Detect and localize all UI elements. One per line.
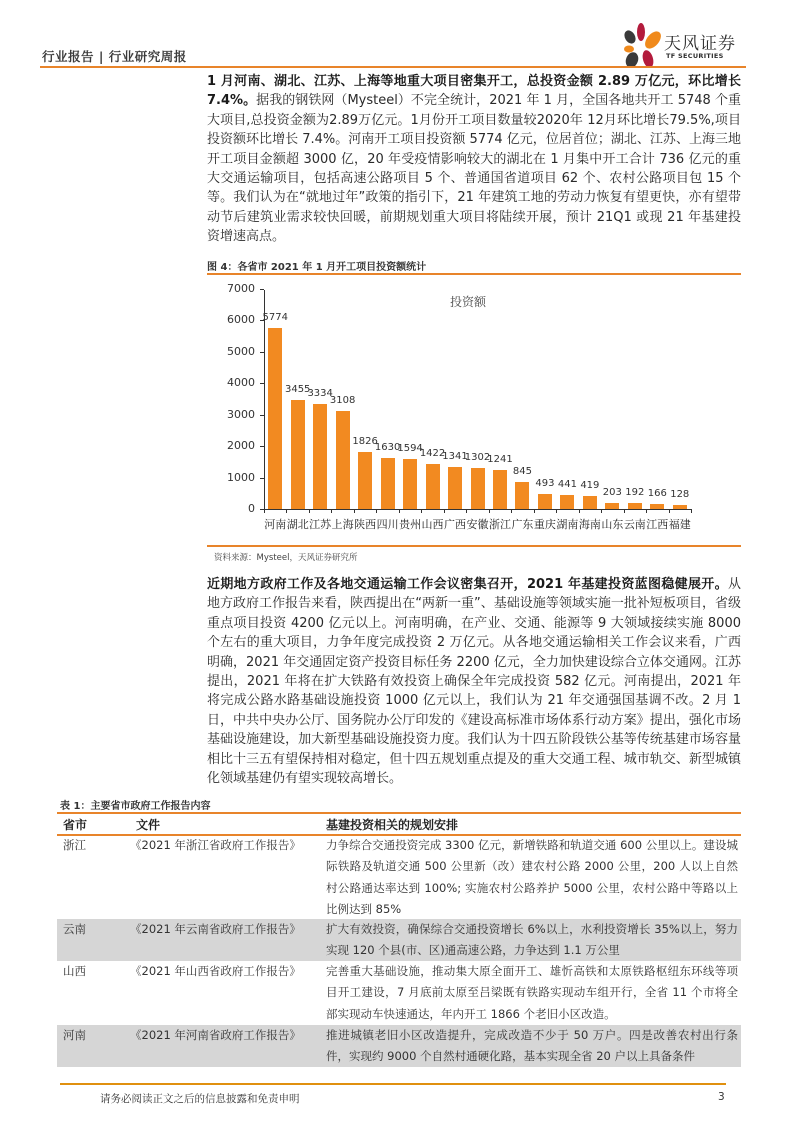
cell-province: 浙江 (63, 838, 86, 852)
tf-securities-logo (620, 22, 750, 72)
x-category-label: 江西 (646, 518, 669, 531)
bar (650, 504, 664, 509)
x-category-label: 安徽 (466, 518, 489, 531)
bar-value-label: 1302 (464, 452, 491, 464)
x-tick (466, 509, 467, 513)
y-tick-label: 7000 (227, 282, 255, 295)
x-tick (331, 509, 332, 513)
bar (673, 505, 687, 509)
x-tick (669, 509, 670, 513)
table-row (57, 835, 741, 919)
bar-value-label: 441 (557, 479, 577, 491)
bar-value-label: 166 (647, 487, 667, 499)
x-tick (286, 509, 287, 513)
header-divider (40, 66, 746, 68)
y-tick-label: 5000 (227, 344, 255, 358)
x-category-label: 重庆 (533, 518, 556, 531)
bar-value-label: 203 (602, 486, 622, 498)
bar (538, 494, 552, 509)
x-category-label: 云南 (623, 518, 646, 531)
bar-value-label: 1826 (352, 435, 378, 447)
bar (515, 482, 529, 509)
x-category-label: 河南 (264, 518, 287, 531)
footer-disclaimer: 请务必阅读正文之后的信息披露和免责申明 (100, 1093, 300, 1105)
x-category-label: 山东 (601, 518, 624, 531)
table-header-province: 省市 (63, 818, 88, 832)
cell-document: 《2021 年浙江省政府工作报告》 (130, 838, 301, 852)
bar (381, 458, 395, 509)
x-category-label: 山西 (421, 518, 444, 531)
table-header-plan: 基建投资相关的规划安排 (326, 818, 459, 832)
x-tick (579, 509, 580, 513)
x-category-label: 上海 (331, 518, 354, 531)
bar-value-label: 1630 (374, 441, 401, 453)
x-tick (309, 509, 310, 513)
bar (268, 328, 282, 509)
y-tick (260, 478, 264, 479)
petal-logo-icon (620, 22, 664, 72)
x-tick (399, 509, 400, 513)
x-tick (354, 509, 355, 513)
report-category: 行业报告 | 行业研究周报 (42, 49, 187, 64)
bar (403, 459, 417, 509)
x-axis (264, 509, 691, 510)
y-tick-label: 2000 (227, 439, 255, 453)
cell-province: 云南 (63, 922, 86, 936)
x-category-label: 广东 (511, 518, 534, 531)
bar-value-label: 845 (512, 466, 532, 478)
table-row (57, 1025, 741, 1067)
bar-chart (207, 278, 741, 543)
bar-value-label: 1341 (442, 450, 468, 462)
bar-value-label: 1241 (487, 453, 513, 465)
cell-plan: 扩大有效投资，确保综合交通投资增长 6%以上，水利投资增长 35%以上，努力实现 120 个县(市、区)通高速公路，力争达到 1.1 万公里 (326, 922, 738, 958)
x-tick (421, 509, 422, 513)
y-tick-label: 3000 (227, 407, 255, 421)
cell-plan: 完善重大基础设施，推动集大原全面开工、雄忻高铁和太原铁路枢纽东环线等项目开工建设，7 月底前太原至吕梁既有铁路实现动车组开行，全省 11 个市将全部实现动车快速通达，年内开工 1866 个老旧小区改造。 (326, 964, 738, 1021)
bar-value-label: 128 (670, 488, 690, 500)
table-top-rule (57, 812, 741, 814)
y-tick-label: 6000 (227, 313, 255, 327)
table-header-document: 文件 (136, 818, 161, 832)
x-tick (534, 509, 535, 513)
bar (336, 411, 350, 509)
x-category-label: 福建 (668, 518, 691, 531)
y-tick-label: 4000 (227, 376, 255, 390)
bar (605, 503, 619, 509)
figure-source: 资料来源：Mysteel，天风证券研究所 (214, 553, 358, 563)
bar-value-label: 493 (535, 477, 555, 489)
y-tick (260, 446, 264, 447)
section1-lead: 1 月河南、湖北、江苏、上海等地重大项目密集开工，总投资金额 2.89 万亿元，环比增长 7.4%。 (207, 74, 741, 109)
section2-lead: 近期地方政府工作及各地交通运输工作会议密集召开，2021 年基建投资蓝图稳健展开。 (207, 577, 728, 592)
y-tick (260, 383, 264, 384)
table-title: 表 1：主要省市政府工作报告内容 (60, 801, 211, 812)
section2-body: 从地方政府工作报告来看，陕西提出在“两新一重”、基础设施等领域实施一批补短板项目，省级重点项目投资 4200 亿元以上。河南明确，在产业、交通、能源等 9 大领域接续实施 8000 个左右的重大项目，力争年度完成投资 2 万亿元。从各地交通运输相关工作会议来看，广西明确，2021 年交通固定资产投资目标任务 2200 亿元，全力加快建设综合立体交通网。江苏提出，2021 年将在扩大铁路有效投资上确保全年完成投资 582 亿元。河南提出，2021 年将完成公路水路基础设施投资 1000 亿元以上，我们认为 21 年交通强国基调不改。2 月 1 日，中共中央办公厅、国务院办公厅印发的《建设高标准市场体系行动方案》提出，强化市场基础设施建设，加大新型基础设施投资力度。我们认为十四五阶段铁公基等传统基建市场容量相比十三五有望保持相对稳定，但十四五规划重点提及的重大交通工程、城市轨交、新型城镇化领域基建仍有望实现较高增长。 (207, 577, 741, 787)
figure-title: 图 4：各省市 2021 年 1 月开工项目投资额统计 (207, 262, 427, 273)
bar-value-label: 3108 (329, 395, 356, 407)
logo-text-cn: 天风证券 (664, 34, 736, 54)
x-category-label: 湖南 (556, 518, 579, 531)
x-category-label: 浙江 (488, 518, 511, 531)
bar (448, 467, 462, 509)
x-tick (489, 509, 490, 513)
cell-document: 《2021 年河南省政府工作报告》 (130, 1028, 301, 1042)
bar (291, 400, 305, 509)
x-tick (376, 509, 377, 513)
bar-value-label: 1422 (419, 448, 446, 460)
x-category-label: 贵州 (399, 518, 422, 531)
figure-bottom-rule (207, 545, 741, 547)
cell-plan: 力争综合交通投资完成 3300 亿元，新增铁路和轨道交通 600 公里以上。建设城际铁路及轨道交通 500 公里新（改）建农村公路 2000 公里，200 人以上自然村公路通达率达到 100%; 实施农村公路养护 5000 公里，农村公路中等路以上比例达到 85% (326, 838, 738, 916)
x-tick (601, 509, 602, 513)
x-tick (691, 509, 692, 513)
cell-province: 河南 (63, 1028, 86, 1042)
bar (583, 496, 597, 509)
bar-value-label: 1594 (397, 442, 423, 454)
bar-value-label: 419 (580, 479, 600, 491)
bar-value-label: 192 (625, 486, 645, 498)
x-tick (646, 509, 647, 513)
y-tick (260, 415, 264, 416)
bar (560, 495, 574, 509)
logo-text-en: TF SECURITIES (666, 52, 724, 60)
bar-value-label: 5774 (262, 311, 288, 323)
section1-paragraph (207, 72, 741, 247)
figure-top-rule (207, 273, 741, 275)
table-row (57, 961, 741, 1025)
x-tick (511, 509, 512, 513)
cell-document: 《2021 年山西省政府工作报告》 (130, 964, 301, 978)
y-tick (260, 289, 264, 290)
bar (313, 404, 327, 509)
bar-value-label: 3455 (284, 384, 311, 396)
cell-province: 山西 (63, 964, 86, 978)
y-tick (260, 352, 264, 353)
x-category-label: 陕西 (354, 518, 377, 531)
cell-plan: 推进城镇老旧小区改造提升，完成改造不少于 50 万户。四是改善农村出行条件，实现约 9000 个自然村通硬化路，基本实现全省 20 户以上具备条件 (326, 1028, 738, 1064)
table-row (57, 919, 741, 961)
bar (628, 503, 642, 509)
bar-value-label: 3334 (307, 388, 333, 400)
cell-document: 《2021 年云南省政府工作报告》 (130, 922, 301, 936)
y-axis (264, 290, 265, 510)
x-category-label: 广西 (444, 518, 467, 531)
bar (426, 464, 440, 509)
x-category-label: 江苏 (309, 518, 332, 531)
bar (471, 468, 485, 509)
y-tick-label: 0 (248, 502, 255, 515)
bar (358, 452, 372, 509)
x-category-label: 湖北 (286, 518, 309, 531)
section2-paragraph (207, 575, 741, 788)
x-tick (444, 509, 445, 513)
y-tick-label: 1000 (227, 470, 255, 484)
x-category-label: 四川 (376, 518, 399, 531)
x-category-label: 海南 (578, 518, 601, 531)
bar (493, 470, 507, 509)
section1-body: 据我的钢铁网（Mysteel）不完全统计，2021 年 1 月，全国各地共开工 5748 个重大项目,总投资金额为2.89万亿元。1月份开工项目数量较2020年 12月环比增长79.5%,项目投资额环比增长 7.4%。河南开工项目投资额 5774 亿元，位居首位；湖北、江苏、上海三地开工项目金额超 3000 亿，20 年受疫情影响较大的湖北在 1 月集中开工合计 736 亿元的重大交通运输项目，包括高速公路项目 5 个、普通国省道项目 62 个、农村公路项目包 15 个等。我们认为在“就地过年”政策的指引下，21 年建筑工地的劳动力恢复有望更快，亦有望带动节后建筑业需求较快回暖，前期规划重大项目将陆续开展，预计 21Q1 或现 21 年基建投资增速高点。 (207, 93, 741, 245)
x-tick (624, 509, 625, 513)
chart-legend: 投资额 (450, 295, 487, 309)
x-tick (264, 509, 265, 513)
x-tick (556, 509, 557, 513)
footer-divider (60, 1083, 726, 1085)
page-number: 3 (718, 1091, 725, 1103)
